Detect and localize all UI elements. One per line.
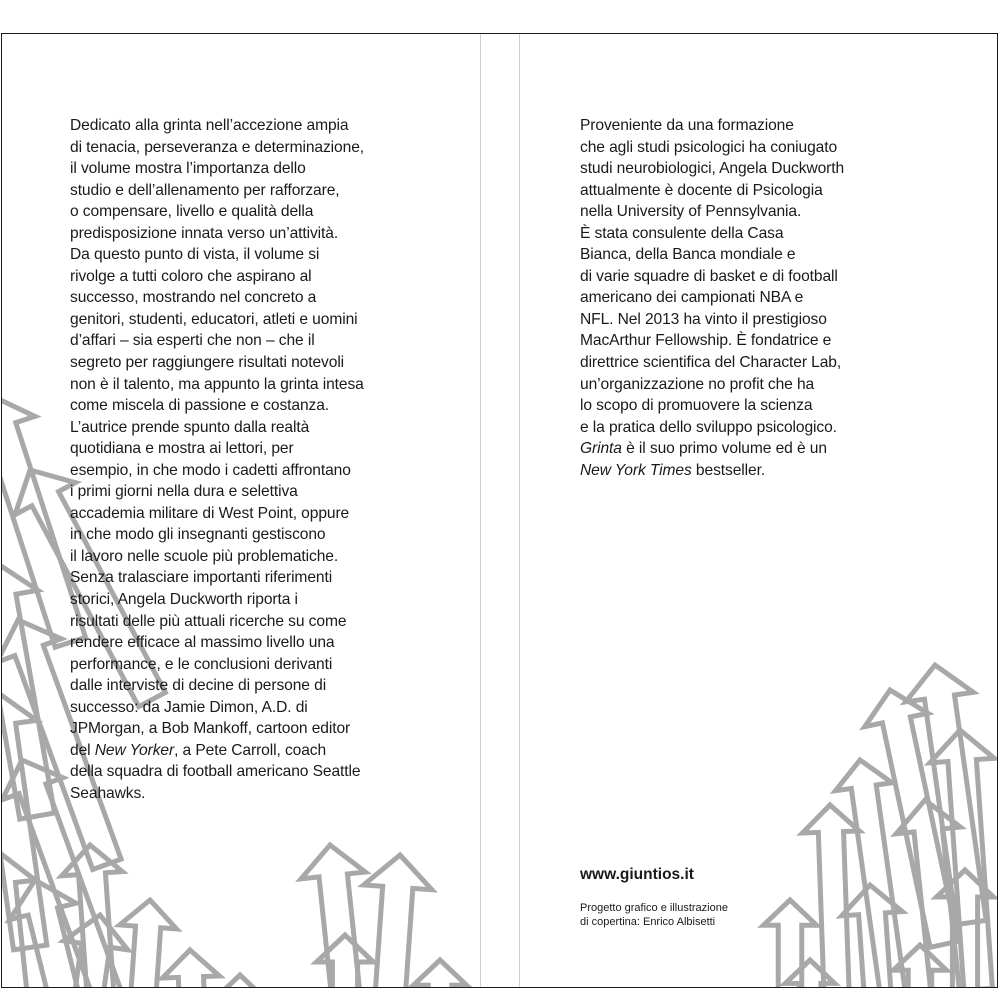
description-line: quotidiana e mostra ai lettori, per [70,440,294,458]
biography-line: studi neurobiologici, Angela Duckworth [580,160,845,178]
front-flap-description [70,115,364,805]
arrow-shape [413,960,466,1000]
arrow-shape [785,960,834,1000]
description-line: i primi giorni nella dura e selettiva [70,483,298,501]
description-line: non è il talento, ma appunto la grinta intesa [70,375,364,393]
description-line: della squadra di football americano Seattle [70,763,361,781]
description-line: rendere efficace al massimo livello una [70,634,335,652]
description-line: studio e dell’allenamento per rafforzare, [70,181,340,199]
description-line: Dedicato alla grinta nell’accezione ampia [70,117,349,134]
biography-line: attualmente è docente di Psicologia [580,181,823,199]
description-line: L’autrice prende spunto dalla realtà [70,418,310,436]
description-line: genitori, studenti, educatori, atleti e uomini [70,310,358,328]
biography-line: nella University of Pennsylvania. [580,203,802,221]
biography-lines [580,115,844,438]
biography-line: lo scopo di promuovere la scienza [580,397,813,415]
description-line: risultati delle più attuali ricerche su come [70,612,347,630]
biography-line: direttrice scientifica del Character Lab, [580,354,842,372]
description-line: dalle interviste di decine di persone di [70,677,327,695]
description-line: di tenacia, perseveranza e determinazione, [70,138,364,156]
description-line: Senza tralasciare importanti riferimenti [70,569,333,587]
arrow-shape [162,949,228,1000]
credits-line: Progetto grafico e illustrazione [580,902,728,914]
author-biography [580,115,844,481]
description-line: JPMorgan, a Bob Mankoff, cartoon editor [70,720,351,738]
arrow-shape [215,975,264,1000]
description-line: o compensare, livello e qualità della [70,203,314,221]
biography-line: NFL. Nel 2013 ha vinto il prestigioso [580,310,827,328]
description-line: Seahawks. [70,784,146,802]
cover-credits [580,901,728,929]
biography-line: di varie squadre di basket e di football [580,267,838,285]
italic-title: New Yorker [94,741,175,759]
description-line: performance, e le conclusioni derivanti [70,655,333,673]
description-lines [70,115,364,740]
description-line: predisposizione innata verso un’attività. [70,224,339,242]
description-line: in che modo gli insegnanti gestiscono [70,526,326,544]
description-line: del New Yorker, a Pete Carroll, coach [70,741,327,759]
credits-line: di copertina: Enrico Albisetti [580,916,716,928]
description-line: segreto per raggiungere risultati notevoli [70,354,345,372]
description-tail-lines [70,761,364,804]
description-line: esempio, in che modo i cadetti affrontano [70,461,351,479]
biography-line: MacArthur Fellowship. È fondatrice e [580,332,832,350]
biography-line: New York Times bestseller. [580,461,766,479]
biography-line: Bianca, della Banca mondiale e [580,246,796,264]
biography-line: un’organizzazione no profit che ha [580,375,815,393]
description-line: d’affari – sia esperti che non – che il [70,332,315,350]
description-line: successo: da Jamie Dimon, A.D. di [70,698,308,716]
biography-line: Grinta è il suo primo volume ed è un [580,440,827,458]
description-line: il volume mostra l’importanza dello [70,160,306,178]
description-line: storici, Angela Duckworth riporta i [70,591,298,609]
description-line: come miscela di passione e costanza. [70,397,330,415]
biography-line: È stata consulente della Casa [580,224,784,242]
description-line: successo, mostrando nel concreto a [70,289,317,307]
italic-title: Grinta [580,440,622,458]
description-line: il lavoro nelle scuole più problematiche. [70,547,339,565]
biography-line: americano dei campionati NBA e [580,289,804,307]
italic-title: New York Times [580,461,692,479]
description-line: accademia militare di West Point, oppure [70,504,350,522]
biography-line: che agli studi psicologici ha coniugato [580,138,838,156]
biography-line: Proveniente da una formazione [580,117,794,134]
description-line: rivolge a tutti coloro che aspirano al [70,267,312,285]
description-line: Da questo punto di vista, il volume si [70,246,320,264]
publisher-website-link[interactable]: www.giuntios.it [580,866,694,883]
biography-line: e la pratica dello sviluppo psicologico. [580,418,837,436]
